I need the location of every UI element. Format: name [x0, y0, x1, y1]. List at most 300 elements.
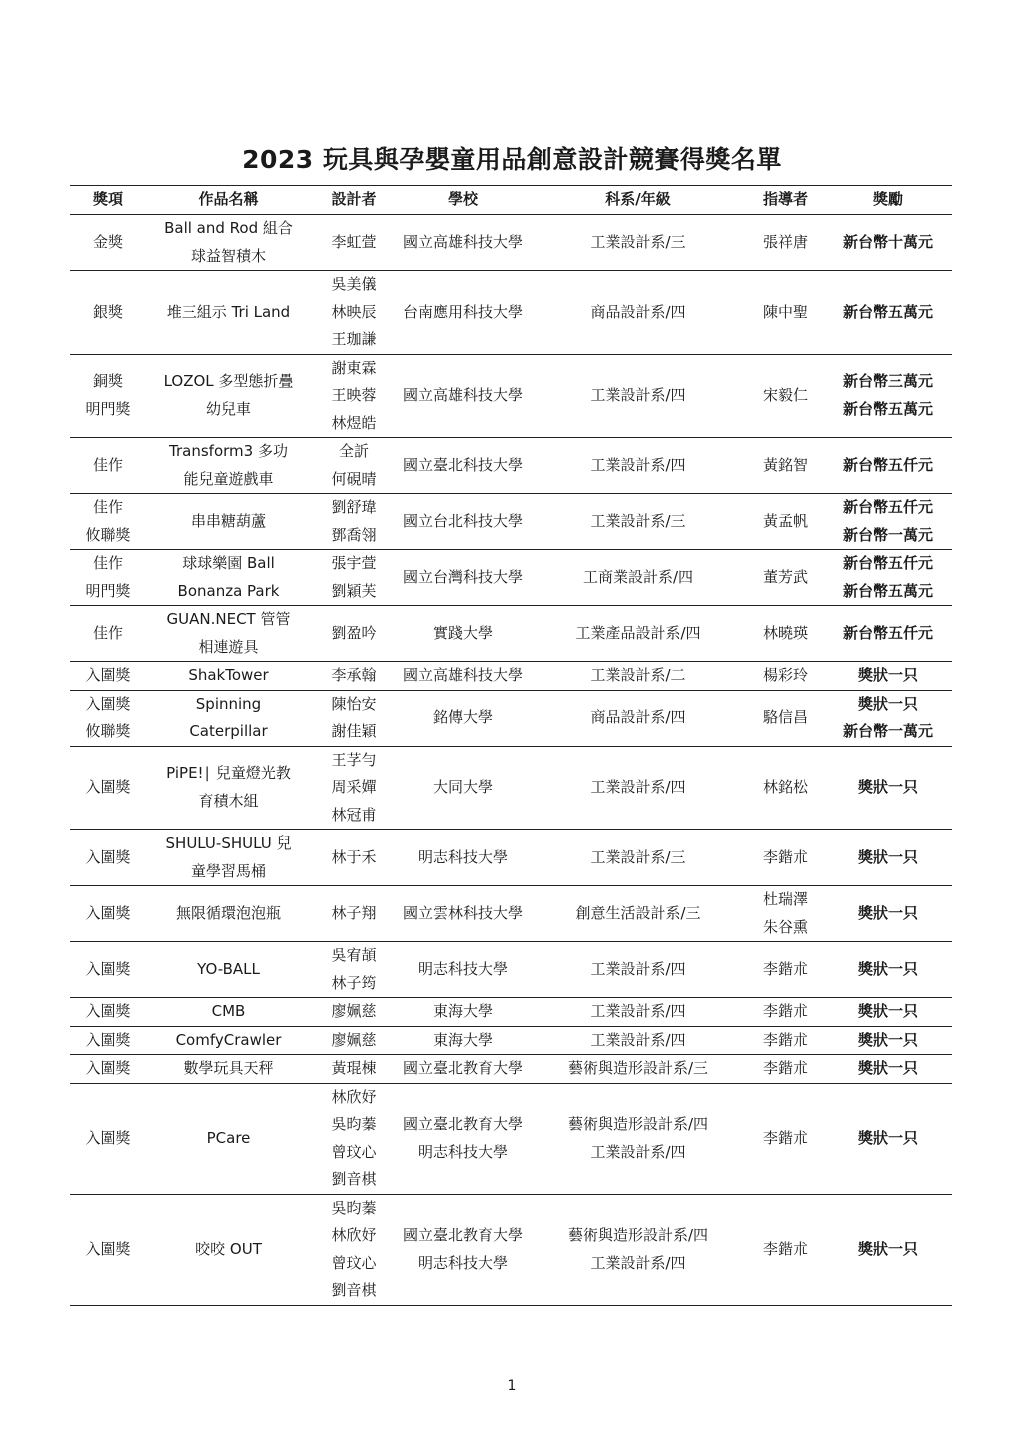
cell-designers-line: 李虹萱 — [331, 232, 377, 251]
cell-designers-line: 李承翰 — [331, 666, 377, 684]
table-row — [70, 271, 952, 355]
column-header-designers: 設計者 — [311, 186, 397, 215]
cell-school-line: 大同大學 — [432, 778, 493, 796]
cell-designers-line: 吳昀蓁 — [331, 1115, 377, 1133]
table-row — [70, 690, 952, 746]
cell-school — [397, 1055, 529, 1084]
cell-work-line: Bonanza Park — [177, 581, 280, 600]
cell-school-line: 明志科技大學 — [417, 959, 508, 978]
cell-designers-line: 黃琨棟 — [331, 1059, 377, 1077]
cell-designers — [311, 830, 397, 886]
cell-department-line: 工業產品設計系/四 — [575, 623, 701, 642]
cell-reward-line: 新台幣五仟元 — [842, 455, 933, 474]
cell-reward-line: 獎狀一只 — [857, 1002, 918, 1020]
cell-school-line: 國立高雄科技大學 — [402, 232, 523, 251]
cell-school — [397, 746, 529, 830]
cell-work — [146, 886, 311, 942]
cell-department-line: 工業設計系/四 — [590, 1030, 686, 1049]
cell-school-line: 台南應用科技大學 — [402, 302, 523, 321]
cell-designers-line: 謝佳穎 — [331, 722, 377, 740]
cell-reward — [824, 662, 952, 691]
cell-school — [397, 886, 529, 942]
cell-work-line: 球球樂園 Ball — [182, 554, 275, 572]
cell-department — [529, 438, 747, 494]
cell-work-line: 串串糖葫蘆 — [190, 511, 266, 530]
cell-work-line: PCare — [206, 1128, 251, 1147]
table-row — [70, 662, 952, 691]
cell-reward — [824, 271, 952, 355]
cell-school — [397, 942, 529, 998]
cell-award-line: 入圍獎 — [85, 1002, 131, 1020]
cell-award-line: 佳作 — [92, 455, 123, 474]
cell-school — [397, 494, 529, 550]
cell-designers — [311, 606, 397, 662]
cell-department — [529, 830, 747, 886]
cell-department — [529, 1083, 747, 1194]
cell-work — [146, 1026, 311, 1055]
cell-designers-line: 王珈謙 — [331, 330, 377, 348]
cell-department — [529, 1055, 747, 1084]
cell-reward-line: 新台幣三萬元 — [842, 372, 933, 391]
cell-reward-line: 獎狀一只 — [857, 1128, 918, 1147]
cell-work-line: YO-BALL — [197, 959, 260, 978]
cell-work-line: PiPE!∣ 兒童燈光教 — [166, 764, 291, 783]
page-title: 2023 玩具與孕嬰童用品創意設計競賽得獎名單 — [242, 145, 782, 174]
cell-reward-line: 獎狀一只 — [857, 1239, 918, 1258]
cell-school — [397, 690, 529, 746]
cell-designers — [311, 550, 397, 606]
cell-reward-line: 獎狀一只 — [857, 1059, 918, 1077]
cell-school-line: 國立高雄科技大學 — [402, 386, 523, 404]
cell-department-line: 工業設計系/三 — [590, 511, 686, 530]
cell-award — [70, 606, 146, 662]
cell-reward — [824, 690, 952, 746]
cell-award — [70, 662, 146, 691]
cell-department — [529, 886, 747, 942]
cell-reward-line: 獎狀一只 — [857, 778, 918, 796]
cell-reward — [824, 830, 952, 886]
cell-award-line: 明門獎 — [85, 581, 131, 600]
cell-award — [70, 886, 146, 942]
table-row — [70, 494, 952, 550]
cell-school-line: 國立臺北教育大學 — [402, 1115, 523, 1133]
cell-advisor-line: 林曉瑛 — [762, 623, 808, 642]
table-row — [70, 746, 952, 830]
cell-advisor — [747, 886, 824, 942]
cell-designers-line: 林欣妤 — [331, 1087, 377, 1106]
column-header-award: 獎項 — [70, 186, 146, 215]
table-row — [70, 354, 952, 438]
cell-school-line: 國立臺北教育大學 — [402, 1059, 523, 1077]
header-row — [70, 186, 952, 215]
cell-designers-line: 陳怡安 — [331, 694, 377, 713]
cell-department — [529, 690, 747, 746]
cell-school — [397, 550, 529, 606]
cell-reward-line: 新台幣十萬元 — [842, 232, 933, 251]
cell-award — [70, 550, 146, 606]
cell-reward — [824, 1083, 952, 1194]
cell-designers-line: 林子筠 — [331, 973, 377, 992]
cell-department-line: 工業設計系/三 — [590, 847, 686, 866]
cell-advisor-line: 宋毅仁 — [762, 386, 808, 404]
cell-department — [529, 550, 747, 606]
cell-school-line: 國立台北科技大學 — [402, 511, 523, 530]
cell-work-line: ShakTower — [188, 666, 269, 684]
cell-award-line: 入圍獎 — [85, 1059, 131, 1077]
cell-award — [70, 494, 146, 550]
cell-advisor-line: 駱信昌 — [762, 708, 808, 727]
cell-school-line: 明志科技大學 — [417, 1253, 508, 1272]
cell-designers-line: 王芓勻 — [331, 750, 377, 769]
cell-work-line: 球益智積木 — [190, 246, 266, 265]
cell-award-line: 入圍獎 — [85, 903, 131, 922]
cell-advisor — [747, 998, 824, 1027]
table-row — [70, 1055, 952, 1084]
cell-advisor — [747, 690, 824, 746]
cell-award — [70, 354, 146, 438]
cell-department-line: 工業設計系/四 — [590, 1142, 686, 1161]
cell-work-line: Spinning — [195, 694, 262, 713]
cell-work-line: Caterpillar — [189, 722, 268, 740]
cell-work-line: 咬咬 OUT — [195, 1239, 262, 1258]
cell-department-line: 工業設計系/四 — [590, 1002, 686, 1020]
cell-advisor — [747, 354, 824, 438]
cell-designers-line: 林煜皓 — [331, 413, 377, 432]
cell-designers-line: 鄧喬翎 — [331, 525, 377, 544]
cell-work — [146, 830, 311, 886]
cell-work — [146, 942, 311, 998]
cell-reward — [824, 438, 952, 494]
cell-advisor-line: 李鍇朮 — [762, 1239, 808, 1258]
cell-department — [529, 1194, 747, 1305]
cell-reward — [824, 1026, 952, 1055]
cell-designers — [311, 1055, 397, 1084]
cell-advisor-line: 張祥唐 — [762, 232, 808, 251]
cell-reward-line: 獎狀一只 — [857, 903, 918, 922]
cell-reward-line: 新台幣五仟元 — [842, 498, 933, 516]
cell-work — [146, 550, 311, 606]
cell-award-line: 入圍獎 — [85, 694, 131, 713]
cell-department-line: 工業設計系/二 — [590, 666, 686, 684]
cell-award-line: 攸聯獎 — [85, 722, 131, 740]
cell-reward — [824, 494, 952, 550]
cell-department — [529, 998, 747, 1027]
cell-designers-line: 林于禾 — [331, 847, 377, 866]
cell-school — [397, 830, 529, 886]
cell-advisor — [747, 1055, 824, 1084]
cell-department — [529, 746, 747, 830]
cell-school-line: 東海大學 — [432, 1002, 493, 1020]
cell-award — [70, 830, 146, 886]
cell-work-line: ComfyCrawler — [175, 1030, 282, 1049]
cell-work — [146, 998, 311, 1027]
cell-designers — [311, 942, 397, 998]
cell-award — [70, 1194, 146, 1305]
cell-advisor — [747, 271, 824, 355]
cell-advisor — [747, 215, 824, 271]
cell-advisor — [747, 746, 824, 830]
cell-work-line: 堆三組示 Tri Land — [166, 302, 291, 321]
cell-advisor-line: 李鍇朮 — [762, 959, 808, 978]
cell-work — [146, 494, 311, 550]
cell-work-line: Ball and Rod 組合 — [164, 219, 293, 237]
cell-advisor-line: 李鍇朮 — [762, 1128, 808, 1147]
cell-designers-line: 張宇萱 — [331, 554, 377, 572]
column-header-department: 科系/年級 — [529, 186, 747, 215]
cell-department — [529, 215, 747, 271]
cell-designers-line: 吳美儀 — [331, 275, 377, 293]
cell-award — [70, 1083, 146, 1194]
cell-department-line: 創意生活設計系/三 — [575, 903, 701, 922]
cell-award — [70, 438, 146, 494]
cell-designers — [311, 662, 397, 691]
cell-designers — [311, 998, 397, 1027]
cell-work-line: 童學習馬桶 — [190, 861, 266, 880]
cell-department — [529, 662, 747, 691]
cell-designers-line: 劉音棋 — [331, 1281, 377, 1299]
cell-work-line: Transform3 多功 — [169, 442, 288, 460]
cell-award-line: 佳作 — [92, 498, 123, 516]
cell-advisor-line: 黃銘智 — [762, 455, 808, 474]
table-row — [70, 1194, 952, 1305]
cell-work — [146, 746, 311, 830]
cell-school — [397, 271, 529, 355]
cell-reward-line: 獎狀一只 — [857, 1030, 918, 1049]
cell-department-line: 藝術與造形設計系/四 — [567, 1115, 709, 1133]
table-row — [70, 1083, 952, 1194]
cell-designers-line: 吳昀蓁 — [331, 1198, 377, 1217]
cell-department-line: 工業設計系/四 — [590, 778, 686, 796]
cell-school — [397, 438, 529, 494]
cell-school-line: 實踐大學 — [432, 623, 493, 642]
cell-work — [146, 215, 311, 271]
cell-award — [70, 746, 146, 830]
cell-award — [70, 215, 146, 271]
cell-designers-line: 廖姵慈 — [331, 1030, 377, 1049]
cell-department-line: 藝術與造形設計系/四 — [567, 1226, 709, 1244]
cell-reward — [824, 998, 952, 1027]
page-number: 1 — [507, 1378, 517, 1394]
cell-advisor-line: 李鍇朮 — [762, 1059, 808, 1077]
cell-award-line: 入圍獎 — [85, 778, 131, 796]
cell-advisor-line: 陳中聖 — [762, 302, 808, 321]
cell-designers-line: 廖姵慈 — [331, 1002, 377, 1020]
cell-advisor-line: 李鍇朮 — [762, 1030, 808, 1049]
cell-school-line: 明志科技大學 — [417, 847, 508, 866]
cell-advisor — [747, 606, 824, 662]
cell-work-line: LOZOL 多型態折疊 — [163, 372, 294, 391]
cell-designers-line: 曾玟心 — [331, 1142, 377, 1161]
cell-work — [146, 606, 311, 662]
cell-reward-line: 獎狀一只 — [857, 694, 918, 713]
cell-award — [70, 942, 146, 998]
cell-designers-line: 林映辰 — [331, 302, 377, 321]
cell-designers-line: 曾玟心 — [331, 1253, 377, 1272]
cell-award-line: 銀獎 — [92, 302, 123, 321]
cell-reward-line: 獎狀一只 — [857, 959, 918, 978]
cell-work — [146, 354, 311, 438]
cell-advisor — [747, 942, 824, 998]
cell-work-line: 育積木組 — [198, 791, 259, 810]
cell-department-line: 商品設計系/四 — [590, 302, 686, 321]
cell-advisor — [747, 1194, 824, 1305]
table-row — [70, 830, 952, 886]
cell-advisor — [747, 662, 824, 691]
table-row — [70, 606, 952, 662]
cell-designers — [311, 690, 397, 746]
cell-designers — [311, 354, 397, 438]
cell-advisor-line: 董芳武 — [762, 567, 808, 586]
cell-advisor-line: 林銘松 — [762, 778, 808, 796]
cell-designers-line: 何硯晴 — [331, 469, 377, 488]
cell-designers — [311, 746, 397, 830]
cell-school-line: 銘傳大學 — [432, 708, 493, 727]
cell-award-line: 攸聯獎 — [85, 525, 131, 544]
cell-school-line: 國立高雄科技大學 — [402, 666, 523, 684]
cell-department-line: 商品設計系/四 — [590, 708, 686, 727]
cell-work-line: GUAN.NECT 管管 — [166, 610, 291, 628]
cell-work-line: 數學玩具天秤 — [183, 1059, 274, 1077]
cell-department — [529, 606, 747, 662]
cell-school — [397, 1194, 529, 1305]
cell-department-line: 工商業設計系/四 — [582, 567, 694, 586]
cell-award-line: 金獎 — [92, 232, 123, 251]
cell-school — [397, 354, 529, 438]
cell-reward-line: 新台幣五仟元 — [842, 554, 933, 572]
cell-reward-line: 獎狀一只 — [857, 847, 918, 866]
cell-school — [397, 606, 529, 662]
cell-designers — [311, 886, 397, 942]
cell-reward-line: 新台幣一萬元 — [842, 525, 933, 544]
cell-work — [146, 690, 311, 746]
cell-advisor-line: 黃孟帆 — [762, 511, 808, 530]
cell-work-line: 相連遊具 — [198, 637, 259, 656]
cell-award — [70, 1055, 146, 1084]
cell-advisor — [747, 1083, 824, 1194]
cell-award-line: 入圍獎 — [85, 847, 131, 866]
cell-award — [70, 1026, 146, 1055]
table-row — [70, 215, 952, 271]
cell-advisor — [747, 550, 824, 606]
cell-work — [146, 1055, 311, 1084]
cell-reward-line: 新台幣五萬元 — [842, 399, 933, 418]
cell-work — [146, 438, 311, 494]
table-row — [70, 438, 952, 494]
cell-advisor — [747, 1026, 824, 1055]
cell-reward — [824, 215, 952, 271]
table-row — [70, 886, 952, 942]
column-header-reward: 獎勵 — [824, 186, 952, 215]
cell-designers-line: 林冠甫 — [331, 805, 377, 824]
column-header-advisor: 指導者 — [747, 186, 824, 215]
cell-advisor — [747, 438, 824, 494]
cell-work — [146, 1194, 311, 1305]
cell-advisor-line: 李鍇朮 — [762, 1002, 808, 1020]
cell-department — [529, 354, 747, 438]
cell-department-line: 藝術與造形設計系/三 — [567, 1059, 709, 1077]
cell-advisor — [747, 494, 824, 550]
cell-department — [529, 942, 747, 998]
cell-designers — [311, 438, 397, 494]
cell-reward — [824, 746, 952, 830]
cell-advisor-line: 杜瑞澤 — [762, 890, 808, 908]
cell-school — [397, 1083, 529, 1194]
cell-school-line: 國立臺北教育大學 — [402, 1226, 523, 1244]
cell-award-line: 入圍獎 — [85, 666, 131, 684]
cell-work-line: 無限循環泡泡瓶 — [175, 903, 281, 922]
table-row — [70, 998, 952, 1027]
cell-award-line: 入圍獎 — [85, 1030, 131, 1049]
awards-table — [70, 185, 952, 1306]
cell-designers — [311, 215, 397, 271]
cell-work-line: CMB — [211, 1002, 246, 1020]
cell-reward — [824, 606, 952, 662]
cell-designers-line: 全訢 — [338, 442, 369, 460]
cell-reward — [824, 1055, 952, 1084]
cell-department — [529, 271, 747, 355]
cell-school-line: 明志科技大學 — [417, 1142, 508, 1161]
cell-work — [146, 1083, 311, 1194]
cell-reward — [824, 942, 952, 998]
cell-school-line: 國立雲林科技大學 — [402, 903, 523, 922]
cell-designers-line: 周采嬋 — [331, 778, 377, 796]
cell-school-line: 國立臺北科技大學 — [402, 455, 523, 474]
cell-school — [397, 662, 529, 691]
cell-award-line: 銅獎 — [92, 372, 123, 391]
cell-reward — [824, 1194, 952, 1305]
cell-work-line: 幼兒車 — [205, 399, 251, 418]
cell-award-line: 入圍獎 — [85, 1128, 131, 1147]
cell-award-line: 明門獎 — [85, 399, 131, 418]
cell-school — [397, 215, 529, 271]
cell-designers — [311, 1083, 397, 1194]
cell-award — [70, 271, 146, 355]
cell-reward-line: 獎狀一只 — [857, 666, 918, 684]
cell-work-line: 能兒童遊戲車 — [183, 469, 274, 488]
cell-award-line: 入圍獎 — [85, 1239, 131, 1258]
cell-school — [397, 1026, 529, 1055]
table-row — [70, 1026, 952, 1055]
cell-award — [70, 998, 146, 1027]
cell-reward — [824, 550, 952, 606]
cell-designers — [311, 1026, 397, 1055]
cell-reward-line: 新台幣五萬元 — [842, 302, 933, 321]
cell-department — [529, 494, 747, 550]
cell-work — [146, 662, 311, 691]
cell-designers-line: 劉舒瑋 — [331, 498, 377, 516]
table-row — [70, 942, 952, 998]
cell-work — [146, 271, 311, 355]
table-row — [70, 550, 952, 606]
cell-designers-line: 謝東霖 — [331, 358, 377, 377]
cell-advisor — [747, 830, 824, 886]
cell-school-line: 東海大學 — [432, 1030, 493, 1049]
cell-work-line: SHULU-SHULU 兒 — [165, 834, 292, 852]
cell-department-line: 工業設計系/三 — [590, 232, 686, 251]
cell-department-line: 工業設計系/四 — [590, 455, 686, 474]
cell-award-line: 入圍獎 — [85, 959, 131, 978]
cell-reward-line: 新台幣五萬元 — [842, 581, 933, 600]
cell-designers — [311, 494, 397, 550]
column-header-work: 作品名稱 — [146, 186, 311, 215]
cell-advisor-line: 楊彩玲 — [762, 666, 808, 684]
cell-designers — [311, 271, 397, 355]
cell-department — [529, 1026, 747, 1055]
cell-department-line: 工業設計系/四 — [590, 386, 686, 404]
cell-award-line: 佳作 — [92, 623, 123, 642]
cell-award — [70, 690, 146, 746]
cell-designers-line: 劉盈吟 — [331, 623, 377, 642]
